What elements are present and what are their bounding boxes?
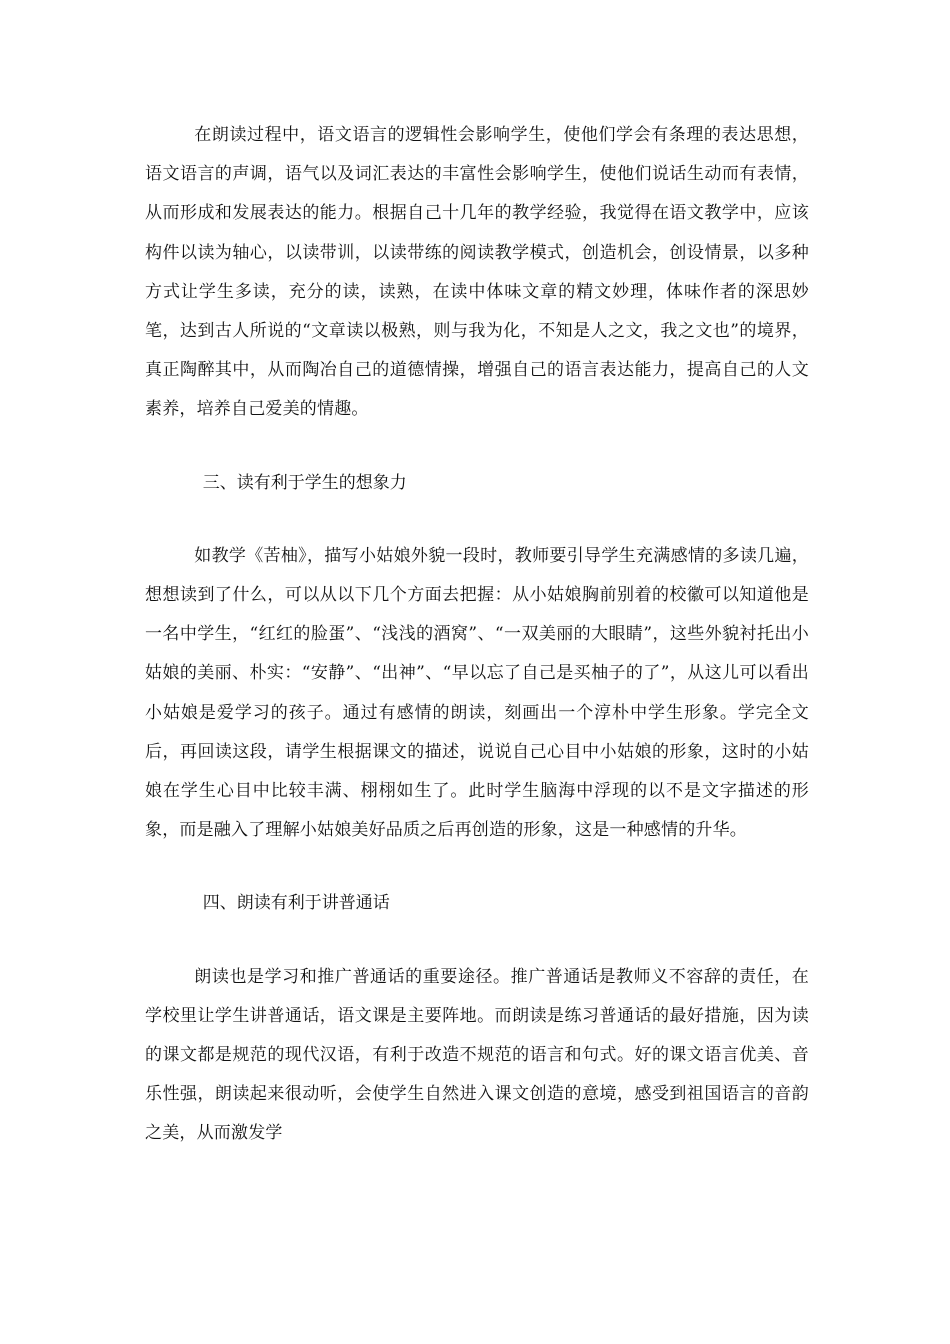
document-page (145, 116, 809, 1154)
paragraph-reading-expression: 在朗读过程中，语文语言的逻辑性会影响学生，使他们学会有条理的表达思想，语文语言的声调，语气以及词汇表达的丰富性会影响学生，使他们说话生动而有表情，从而形成和发展表达的能力。根据自己十几年的教学经验，我觉得在语文教学中，应该构件以读为轴心，以读带训，以读带练的阅读教学模式，创造机会，创设情景，以多种方式让学生多读，充分的读，读熟，在读中体味文章的精文妙理，体味作者的深思妙笔，达到古人所说的“文章读以极熟，则与我为化，不知是人之文，我之文也”的境界，真正陶醉其中，从而陶冶自己的道德情操，增强自己的语言表达能力，提高自己的人文素养，培养自己爱美的情趣。 (145, 125, 809, 420)
paragraph-spacer (145, 850, 809, 884)
paragraph-spacer (145, 924, 809, 958)
paragraph-putonghua: 朗读也是学习和推广普通话的重要途径。推广普通话是教师义不容辞的责任，在学校里让学生讲普通话，语文课是主要阵地。而朗读是练习普通话的最好措施，因为读的课文都是规范的现代汉语，有利于改造不规范的语言和句式。好的课文语言优美、音乐性强，朗读起来很动听，会使学生自然进入课文创造的意境，感受到祖国语言的音韵之美，从而激发学 (145, 966, 809, 1144)
paragraph-spacer (145, 430, 809, 464)
paragraph-kuyou-example: 如教学《苦柚》，描写小姑娘外貌一段时，教师要引导学生充满感情的多读几遍，想想读到了什么，可以从以下几个方面去把握：从小姑娘胸前别着的校徽可以知道他是一名中学生，“红红的脸蛋”、“浅浅的酒窝”、“一双美丽的大眼睛”，这些外貌衬托出小姑娘的美丽、朴实：“安静”、“出神”、“早以忘了自己是买柚子的了”，从这儿可以看出小姑娘是爱学习的孩子。通过有感情的朗读，刻画出一个淳朴中学生形象。学完全文后，再回读这段，请学生根据课文的描述，说说自己心目中小姑娘的形象，这时的小姑娘在学生心目中比较丰满、栩栩如生了。此时学生脑海中浮现的以不是文字描述的形象，而是融入了理解小姑娘美好品质之后再创造的形象，这是一种感情的升华。 (145, 545, 809, 841)
section-heading-putonghua: 四、朗读有利于讲普通话 (202, 893, 390, 914)
paragraph-spacer (145, 503, 809, 537)
section-heading-imagination: 三、读有利于学生的想象力 (202, 472, 407, 493)
